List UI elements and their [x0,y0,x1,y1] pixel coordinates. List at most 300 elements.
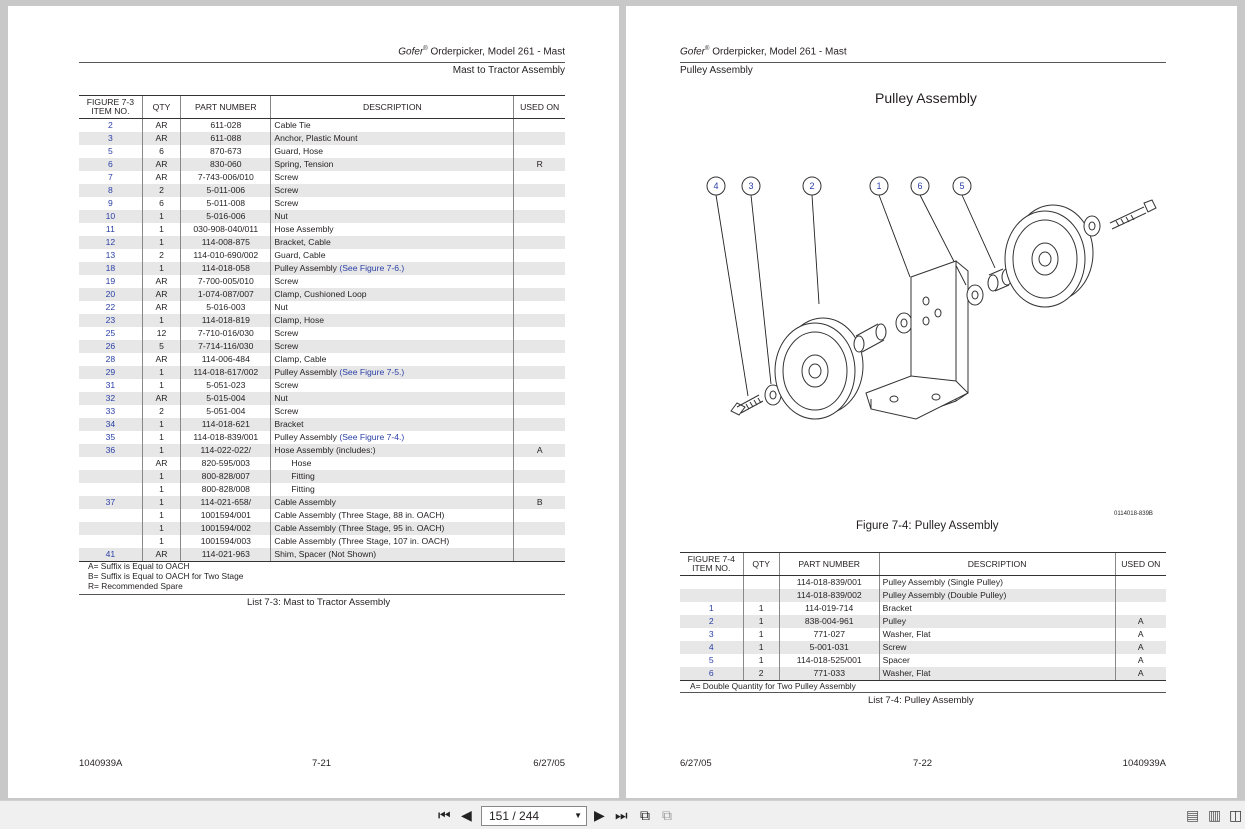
col-desc-header: DESCRIPTION [879,553,1115,576]
description-text: Pulley [882,616,907,626]
item-number-cell: 4 [680,641,743,654]
description-cell [271,249,514,262]
description-text: Screw [274,328,299,338]
description-cell [879,602,1115,615]
description-text: Nut [274,302,288,312]
description-text: Shim, Spacer (Not Shown) [274,549,377,559]
description-text: Screw [274,341,299,351]
description-cell [271,444,514,457]
used-on-cell [514,184,565,197]
figure-reference-link[interactable]: (See Figure 7-5.) [339,367,405,377]
item-number-cell: 35 [105,432,116,442]
part-number-cell: 114-018-621 [181,418,271,431]
col-part-header: PART NUMBER [181,96,271,119]
callout-label: 4 [713,181,719,191]
table-row [79,379,565,392]
figure-reference-link[interactable]: (See Figure 7-6.) [339,263,405,273]
qty-cell: 1 [142,223,180,236]
used-on-cell [514,431,565,444]
part-number-cell: 114-018-617/002 [181,366,271,379]
item-number-cell: 22 [105,302,116,312]
qty-cell: 1 [743,628,779,641]
item-number-cell [680,589,743,602]
item-number-cell: 7 [108,172,113,182]
description-text: Bracket [882,603,912,613]
table-row [79,366,565,379]
col-item-header: FIGURE 7-4 ITEM NO. [680,553,743,576]
part-number-cell: 771-027 [779,628,879,641]
description-cell [271,184,514,197]
part-number-cell: 114-019-714 [779,602,879,615]
used-on-cell [514,457,565,470]
col-part-header: PART NUMBER [779,553,879,576]
used-on-cell: A [1115,641,1166,654]
used-on-cell [514,418,565,431]
qty-cell: AR [142,392,180,405]
part-number-cell: 114-018-058 [181,262,271,275]
table-row [79,353,565,366]
description-cell [271,509,514,522]
used-on-cell: A [1115,615,1166,628]
part-number-cell: 7-700-005/010 [181,275,271,288]
item-number-cell [79,457,142,470]
qty-cell: 1 [142,262,180,275]
qty-cell: 1 [743,615,779,628]
col-used-header: USED ON [514,96,565,119]
description-cell [271,535,514,548]
table-row [79,522,565,535]
table-row [680,628,1166,641]
page-header-section: Mast to Tractor Assembly [452,65,565,76]
item-number-cell: 36 [79,444,142,457]
item-number-cell: 3 [708,629,714,639]
qty-cell: 12 [142,327,180,340]
description-cell [271,275,514,288]
part-number-cell: 114-006-484 [181,353,271,366]
description-cell [271,236,514,249]
part-number-cell: 5-016-003 [181,301,271,314]
single-page-icon[interactable]: ▤ [1186,807,1200,823]
description-text: Pulley Assembly (Single Pulley) [882,577,1003,587]
used-on-cell [514,249,565,262]
table-row [79,457,565,470]
parts-list-table [79,95,565,562]
used-on-cell [1115,576,1166,590]
part-number-cell: 611-088 [181,132,271,145]
item-number-cell: 18 [79,262,142,275]
table-row [79,288,565,301]
item-number-cell: 5 [108,146,113,156]
table-row [79,197,565,210]
callout-label: 3 [748,181,754,191]
col-used-header: USED ON [1115,553,1166,576]
used-on-cell [514,366,565,379]
qty-cell: 1 [743,602,779,615]
table-row [680,654,1166,667]
description-text: Pulley Assembly [274,263,340,273]
used-on-cell [514,210,565,223]
description-text: Fitting [291,471,315,481]
item-number-cell: 12 [79,236,142,249]
table-row [79,119,565,133]
table-row [79,262,565,275]
table-row [79,327,565,340]
description-text: Hose Assembly [274,224,334,234]
page-header-title: Gofer® Orderpicker, Model 261 - Mast [398,46,565,58]
item-number-cell: 37 [79,496,142,509]
description-text: Cable Assembly (Three Stage, 95 in. OACH) [274,523,445,533]
qty-cell: 6 [142,197,180,210]
footer-page-number: 7-21 [312,758,332,769]
item-number-cell: 28 [105,354,116,364]
table-row [79,392,565,405]
part-number-cell: 5-051-023 [181,379,271,392]
description-text: Cable Assembly [274,497,336,507]
used-on-cell [1115,602,1166,615]
description-cell [879,641,1115,654]
figure-reference-link[interactable]: (See Figure 7-4.) [339,432,405,442]
qty-cell: AR [142,132,180,145]
qty-cell: 1 [142,470,180,483]
table-row [680,667,1166,681]
description-cell [271,119,514,133]
used-on-cell [514,405,565,418]
used-on-cell: A [1115,654,1166,667]
part-number-cell: 1001594/003 [181,535,271,548]
item-number-cell [79,522,142,535]
description-text: Screw [274,380,299,390]
item-number-cell [79,470,142,483]
part-number-cell: 800-828/007 [181,470,271,483]
note-line: R= Recommended Spare [88,581,183,591]
description-text: Nut [274,211,288,221]
chevron-down-icon: ▼ [574,811,582,820]
table-row [79,184,565,197]
item-number-cell: 19 [105,276,116,286]
table-row [79,483,565,496]
used-on-cell [514,392,565,405]
item-number-cell: 41 [79,548,142,562]
table-row [79,340,565,353]
part-number-cell: 5-001-031 [779,641,879,654]
description-cell [271,145,514,158]
part-number-cell: 5-011-008 [181,197,271,210]
description-cell [271,197,514,210]
part-number-cell: 030-908-040/011 [181,223,271,236]
qty-cell: 1 [743,654,779,667]
part-number-cell: 820-595/003 [181,457,271,470]
footer-doc-number: 1040939A [1122,758,1166,769]
part-number-cell: 5-016-006 [181,210,271,223]
description-text: Bracket, Cable [274,237,331,247]
col-qty-header: QTY [743,553,779,576]
used-on-cell [514,483,565,496]
part-number-cell: 114-018-839/001 [181,431,271,444]
used-on-cell [514,288,565,301]
description-text: Washer, Flat [882,668,931,678]
description-cell [271,353,514,366]
fit-width-icon[interactable]: ⧉ [662,807,672,823]
table-row [79,158,565,171]
qty-cell: AR [142,353,180,366]
description-cell [271,262,514,275]
used-on-cell: A [1115,628,1166,641]
item-number-cell: 29 [79,366,142,379]
description-text: Guard, Cable [274,250,326,260]
part-number-cell: 800-828/008 [181,483,271,496]
used-on-cell [514,145,565,158]
table-notes [690,681,856,691]
qty-cell: 1 [142,236,180,249]
description-text: Hose Assembly (includes:) [274,445,376,455]
description-cell [879,615,1115,628]
part-number-cell: 114-021-963 [181,548,271,562]
used-on-cell [514,340,565,353]
item-number-cell [79,535,142,548]
used-on-cell [514,119,565,133]
item-number-cell: 34 [79,418,142,431]
used-on-cell [514,535,565,548]
part-number-cell: 1001594/001 [181,509,271,522]
description-text: Screw [274,185,299,195]
qty-cell: AR [142,119,180,133]
qty-cell [743,576,779,590]
part-number-cell: 114-018-839/001 [779,576,879,590]
description-cell [879,628,1115,641]
notes-rule [680,692,1166,693]
table-row [79,405,565,418]
used-on-cell [514,275,565,288]
fit-page-icon[interactable]: ⧉ [640,807,650,823]
qty-cell: 2 [142,249,180,262]
description-cell [879,654,1115,667]
part-number-cell: 5-015-004 [181,392,271,405]
footer-doc-number: 1040939A [79,758,123,769]
description-cell [271,223,514,236]
item-number-cell: 33 [105,406,116,416]
callout-group [707,177,971,195]
description-text: Pulley Assembly [274,367,340,377]
part-number-cell: 114-021-658/ [181,496,271,509]
used-on-cell [514,171,565,184]
qty-cell: 2 [743,667,779,681]
page-indicator: 151 / 244 [489,809,540,823]
part-number-cell: 838-004-961 [779,615,879,628]
table-row [79,236,565,249]
next-page-icon[interactable]: ▶ [594,807,605,823]
figure-caption: Figure 7-4: Pulley Assembly [856,520,999,532]
previous-page-icon[interactable]: ◀ [461,807,472,823]
item-number-cell [79,483,142,496]
used-on-cell [514,327,565,340]
part-number-cell: 7-714-116/030 [181,340,271,353]
part-number-cell: 611-028 [181,119,271,133]
table-row [79,249,565,262]
viewer-toolbar [0,800,1245,829]
used-on-cell [514,236,565,249]
note-line: A= Double Quantity for Two Pulley Assembly [690,681,856,691]
description-cell [271,171,514,184]
used-on-cell [514,353,565,366]
used-on-cell [514,132,565,145]
footer-date: 6/27/05 [533,758,565,769]
list-caption: List 7-3: Mast to Tractor Assembly [247,597,391,608]
table-row [79,301,565,314]
used-on-cell [514,509,565,522]
qty-cell: 1 [142,496,180,509]
item-number-cell: 25 [105,328,116,338]
description-text: Screw [274,198,299,208]
description-cell [271,522,514,535]
description-cell [271,548,514,562]
item-number-cell: 6 [79,158,142,171]
description-text: Cable Assembly (Three Stage, 107 in. OACH) [274,536,450,546]
description-cell [271,327,514,340]
qty-cell: 1 [142,483,180,496]
part-number-cell: 7-710-016/030 [181,327,271,340]
list-caption: List 7-4: Pulley Assembly [868,695,974,706]
used-on-cell [514,548,565,562]
description-text: Cable Tie [274,120,311,130]
table-row [79,210,565,223]
part-number-cell: 114-022-022/ [181,444,271,457]
table-row [79,223,565,236]
item-number-cell: 2 [680,615,743,628]
page-number-select[interactable] [481,806,587,826]
description-text: Guard, Hose [274,146,324,156]
table-header-row [680,553,1166,576]
page-header-section: Pulley Assembly [680,65,753,76]
two-page-icon[interactable]: ◫ [1229,807,1243,823]
qty-cell: 1 [142,509,180,522]
right-page [626,6,1237,798]
qty-cell: 1 [142,431,180,444]
callout-label: 5 [959,181,965,191]
description-text: Screw [274,406,299,416]
description-text: Cable Assembly (Three Stage, 88 in. OACH) [274,510,445,520]
used-on-cell [514,223,565,236]
table-row [79,548,565,562]
part-number-cell: 870-673 [181,145,271,158]
footer-page-number: 7-22 [913,758,933,769]
used-on-cell: A [1115,667,1166,681]
used-on-cell [1115,589,1166,602]
item-number-cell: 32 [79,392,142,405]
used-on-cell: R [514,158,565,171]
continuous-icon[interactable]: ▥ [1208,807,1222,823]
col-qty-header: QTY [142,96,180,119]
table-row [680,641,1166,654]
item-number-cell: 23 [79,314,142,327]
qty-cell: AR [142,548,180,562]
pulley-assembly-drawing [706,171,1186,431]
item-number-cell [680,576,743,590]
first-page-icon[interactable]: ⏮ [438,807,451,823]
used-on-cell [514,314,565,327]
note-line: A= Suffix is Equal to OACH [88,561,190,571]
qty-cell: 2 [142,405,180,418]
description-text: Anchor, Plastic Mount [274,133,358,143]
qty-cell: AR [142,158,180,171]
item-number-cell: 13 [105,250,116,260]
description-text: Spring, Tension [274,159,334,169]
description-text: Screw [882,642,907,652]
description-text: Clamp, Cushioned Loop [274,289,367,299]
last-page-icon[interactable]: ⏭ [615,807,628,823]
part-number-cell: 114-008-875 [181,236,271,249]
part-number-cell: 771-033 [779,667,879,681]
note-line: B= Suffix is Equal to OACH for Two Stage [88,571,244,581]
used-on-cell [514,470,565,483]
qty-cell: 6 [142,145,180,158]
col-item-header: FIGURE 7-3 ITEM NO. [79,96,142,119]
table-row [79,418,565,431]
qty-cell: AR [142,288,180,301]
description-text: Clamp, Hose [274,315,325,325]
description-cell [271,314,514,327]
qty-cell: AR [142,457,180,470]
description-cell [271,483,514,496]
qty-cell: 1 [142,366,180,379]
part-number-cell: 114-010-690/002 [181,249,271,262]
figure-title: Pulley Assembly [875,90,977,106]
col-desc-header: DESCRIPTION [271,96,514,119]
description-text: Hose [291,458,312,468]
qty-cell: 2 [142,184,180,197]
item-number-cell: 11 [105,224,115,234]
description-text: Bracket [274,419,304,429]
used-on-cell [514,522,565,535]
item-number-cell: 2 [108,120,113,130]
description-cell [271,288,514,301]
qty-cell: AR [142,275,180,288]
qty-cell: 1 [142,379,180,392]
item-number-cell: 26 [79,340,142,353]
washer-part [967,285,983,305]
description-text: Screw [274,276,299,286]
part-number-cell: 114-018-819 [181,314,271,327]
notes-rule [79,594,565,595]
callout-label: 2 [809,181,815,191]
description-text: Spacer [882,655,910,665]
description-cell [271,392,514,405]
used-on-cell [514,301,565,314]
table-row [79,431,565,444]
description-cell [271,405,514,418]
description-cell [271,496,514,509]
qty-cell: 1 [142,535,180,548]
table-notes [88,561,243,591]
table-row [680,576,1166,590]
table-row [680,615,1166,628]
callout-label: 1 [876,181,882,191]
part-number-cell: 114-018-839/002 [779,589,879,602]
item-number-cell: 8 [79,184,142,197]
description-cell [271,340,514,353]
description-cell [271,366,514,379]
qty-cell: 1 [142,210,180,223]
table-row [79,132,565,145]
description-text: Fitting [291,484,315,494]
description-cell [271,210,514,223]
footer-date: 6/27/05 [680,758,712,769]
table-header-row [79,96,565,119]
item-number-cell: 5 [708,655,714,665]
description-text: Clamp, Cable [274,354,327,364]
description-cell [271,418,514,431]
table-row [79,171,565,184]
header-rule [680,62,1166,63]
